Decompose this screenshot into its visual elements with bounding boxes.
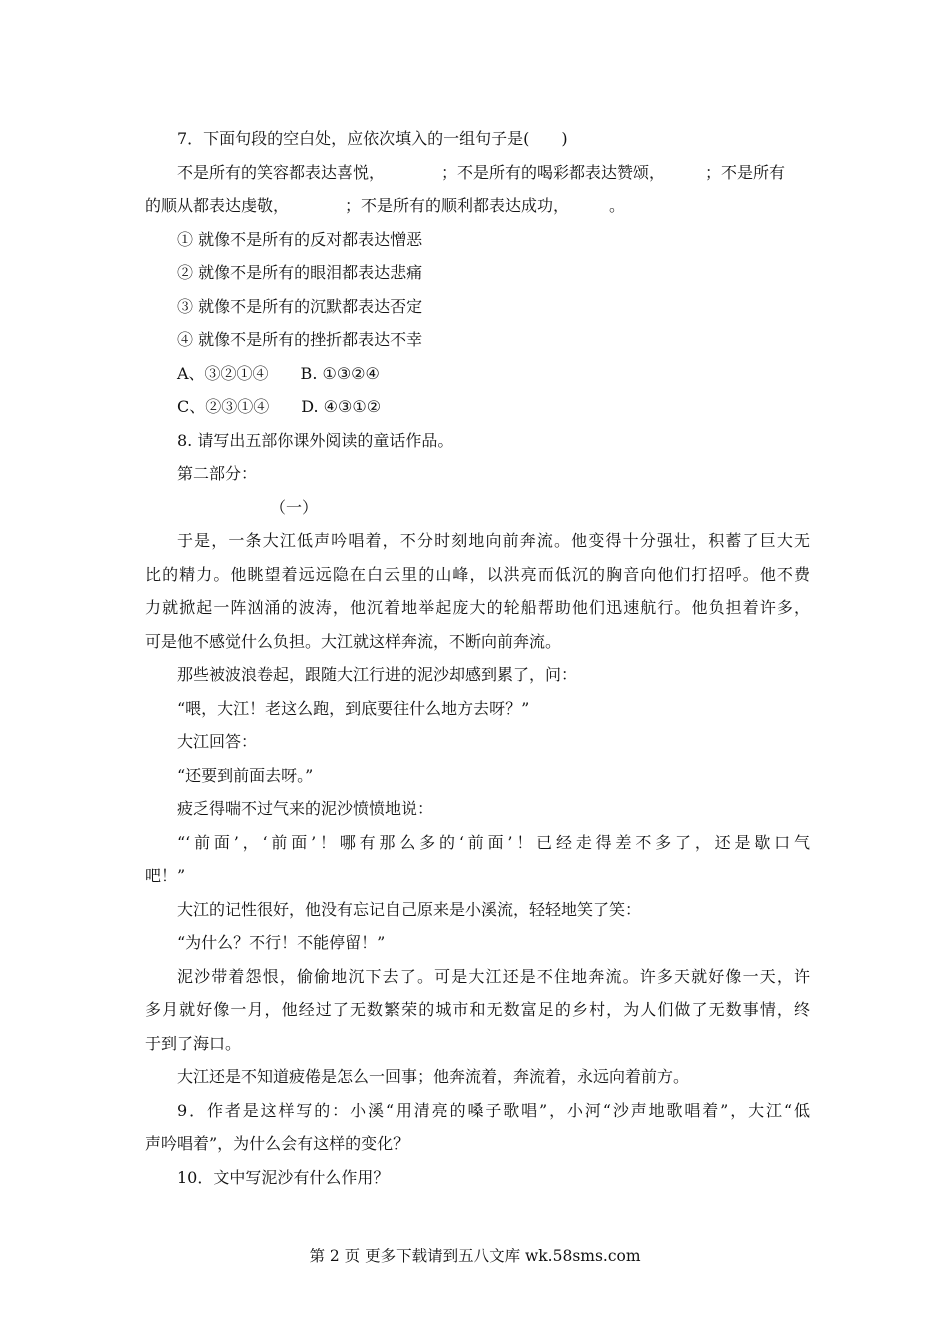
text-line: 力就掀起一阵汹涌的波涛，他沉着地举起庞大的轮船帮助他们迅速航行。他负担着许多， — [145, 598, 810, 617]
text-line: 9．作者是这样写的：小溪“用清亮的嗓子歌唱”，小河“沙声地歌唱着”，大江“低 — [177, 1100, 810, 1120]
text-line: “‘前面’，‘前面’！哪有那么多的‘前面’！已经走得差不多了，还是歇口气 — [177, 832, 810, 852]
text-line: 疲乏得喘不过气来的泥沙愤愤地说： — [177, 799, 434, 818]
text-line: 大江回答： — [177, 732, 258, 751]
text-line: ① 就像不是所有的反对都表达憎恶 — [177, 229, 423, 249]
text-line: ② 就像不是所有的眼泪都表达悲痛 — [177, 263, 423, 282]
text-line: 7．下面句段的空白处，应依次填入的一组句子是( ) — [177, 129, 568, 148]
text-line: 多月就好像一月，他经过了无数繁荣的城市和无数富足的乡村，为人们做了无数事情，终 — [145, 1000, 810, 1019]
text-line: “喂，大江！老这么跑，到底要往什么地方去呀？” — [177, 698, 530, 718]
text-line: “还要到前面去呀。” — [177, 765, 314, 785]
text-line: 大江的记性很好，他没有忘记自己原来是小溪流，轻轻地笑了笑： — [177, 899, 642, 919]
text-line: “为什么？不行！不能停留！” — [177, 933, 386, 952]
text-line: 吧！” — [145, 866, 186, 885]
page-footer: 第 2 页 更多下载请到五八文库 wk.58sms.com — [309, 1247, 641, 1265]
text-line: ④ 就像不是所有的挫折都表达不幸 — [177, 330, 423, 349]
text-line: 于到了海口。 — [145, 1033, 242, 1053]
text-line: C、②③①④ D. ④③①② — [177, 397, 382, 416]
text-line: 10．文中写泥沙有什么作用？ — [177, 1167, 390, 1187]
text-line: 可是他不感觉什么负担。大江就这样奔流，不断向前奔流。 — [145, 631, 562, 651]
text-line: 8. 请写出五部你课外阅读的童话作品。 — [177, 430, 454, 450]
document-body — [145, 122, 810, 1194]
text-line: 不是所有的笑容都表达喜悦， ；不是所有的喝彩都表达赞颂， ；不是所有 — [177, 162, 786, 182]
text-line: （一） — [270, 497, 319, 517]
text-line: 声吟唱着”，为什么会有这样的变化？ — [145, 1134, 410, 1153]
text-line: 那些被波浪卷起，跟随大江行进的泥沙却感到累了，问： — [177, 665, 578, 684]
text-line: ③ 就像不是所有的沉默都表达否定 — [177, 296, 423, 316]
text-line: A、③②①④ B. ①③②④ — [177, 363, 380, 383]
text-line: 第二部分： — [177, 464, 258, 483]
text-line: 于是，一条大江低声吟唱着，不分时刻地向前奔流。他变得十分强壮，积蓄了巨大无 — [177, 531, 810, 550]
text-line: 大江还是不知道疲倦是怎么一回事；他奔流着，奔流着，永远向着前方。 — [177, 1067, 690, 1086]
text-line: 泥沙带着怨恨，偷偷地沉下去了。可是大江还是不住地奔流。许多天就好像一天，许 — [177, 966, 810, 986]
text-line: 的顺从都表达虔敬， ；不是所有的顺利都表达成功， 。 — [145, 196, 626, 215]
text-line: 比的精力。他眺望着远远隐在白云里的山峰，以洪亮而低沉的胸音向他们打招呼。他不费 — [145, 564, 810, 584]
